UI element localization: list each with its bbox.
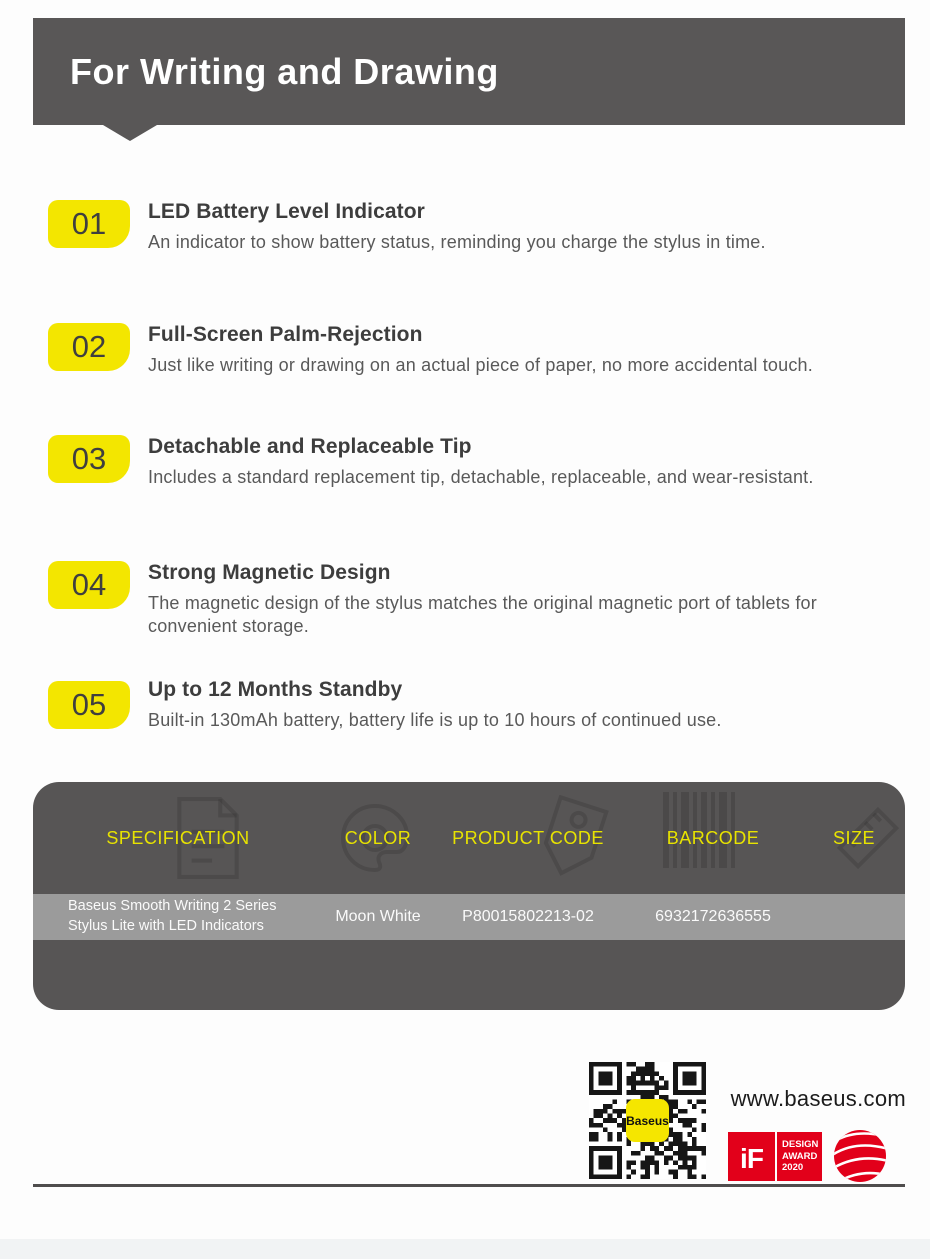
- spec-header-barcode: BARCODE: [666, 827, 760, 848]
- bottom-page-edge-bar: [0, 1239, 930, 1259]
- feature-item-4: [48, 561, 908, 637]
- feature-number-badge: 05: [48, 681, 130, 729]
- feature-description: Just like writing or drawing on an actual piece of paper, no more accidental touch.: [148, 355, 813, 375]
- red-dot-award-icon: [834, 1130, 886, 1182]
- feature-number-badge: 01: [48, 200, 130, 248]
- feature-title: Up to 12 Months Standby: [148, 678, 403, 701]
- feature-number-badge: 02: [48, 323, 130, 371]
- feature-title: Strong Magnetic Design: [148, 561, 391, 584]
- feature-number-badge: 04: [48, 561, 130, 609]
- qr-brand-label: Baseus: [626, 1113, 669, 1128]
- baseus-qr-code: [589, 1062, 706, 1179]
- feature-title: LED Battery Level Indicator: [148, 200, 425, 223]
- feature-number-badge: 03: [48, 435, 130, 483]
- feature-description: Includes a standard replacement tip, detachable, replaceable, and wear-resistant.: [148, 467, 814, 487]
- spec-cell-color: Moon White: [335, 908, 421, 925]
- header-banner: [33, 18, 905, 125]
- feature-item-1: [48, 200, 908, 254]
- spec-header-size: SIZE: [832, 827, 875, 848]
- spec-table-header-row: [33, 782, 905, 894]
- spec-cell-barcode: 6932172636555: [655, 908, 771, 925]
- spec-header-specification: SPECIFICATION: [106, 827, 250, 848]
- spec-header-color: COLOR: [344, 827, 412, 848]
- page-title: For Writing and Drawing: [70, 50, 499, 92]
- banner-pointer-triangle: [103, 125, 157, 141]
- feature-title: Detachable and Replaceable Tip: [148, 435, 472, 458]
- if-logo-text: iF: [740, 1142, 763, 1174]
- spec-cell-specification: Baseus Smooth Writing 2 Series Stylus Lite with LED Indicators: [68, 898, 277, 934]
- feature-item-3: [48, 435, 908, 489]
- spec-table-data-row: [33, 894, 905, 940]
- if-award-line3: 2020: [782, 1162, 804, 1174]
- qr-center-logo: [626, 1099, 669, 1142]
- if-design-award-badge: [728, 1132, 822, 1181]
- if-logo-icon: [728, 1132, 775, 1181]
- spec-header-product-code: PRODUCT CODE: [452, 827, 604, 848]
- specification-table: [33, 782, 905, 1010]
- feature-item-5: [48, 678, 908, 732]
- spec-cell-product-code: P80015802213-02: [462, 908, 594, 925]
- website-url: www.baseus.com: [730, 1086, 906, 1111]
- feature-description: Built-in 130mAh battery, battery life is up to 10 hours of continued use.: [148, 710, 722, 730]
- feature-description: An indicator to show battery status, reminding you charge the stylus in time.: [148, 232, 766, 252]
- feature-title: Full-Screen Palm-Rejection: [148, 323, 423, 346]
- if-award-line1: DESIGN: [782, 1139, 819, 1151]
- footer-divider-line: [33, 1184, 905, 1187]
- feature-description: The magnetic design of the stylus matches the original magnetic port of tablets for convenient storage.: [148, 593, 817, 636]
- if-award-text: [777, 1132, 822, 1181]
- feature-item-2: [48, 323, 908, 377]
- if-award-line2: AWARD: [782, 1150, 818, 1162]
